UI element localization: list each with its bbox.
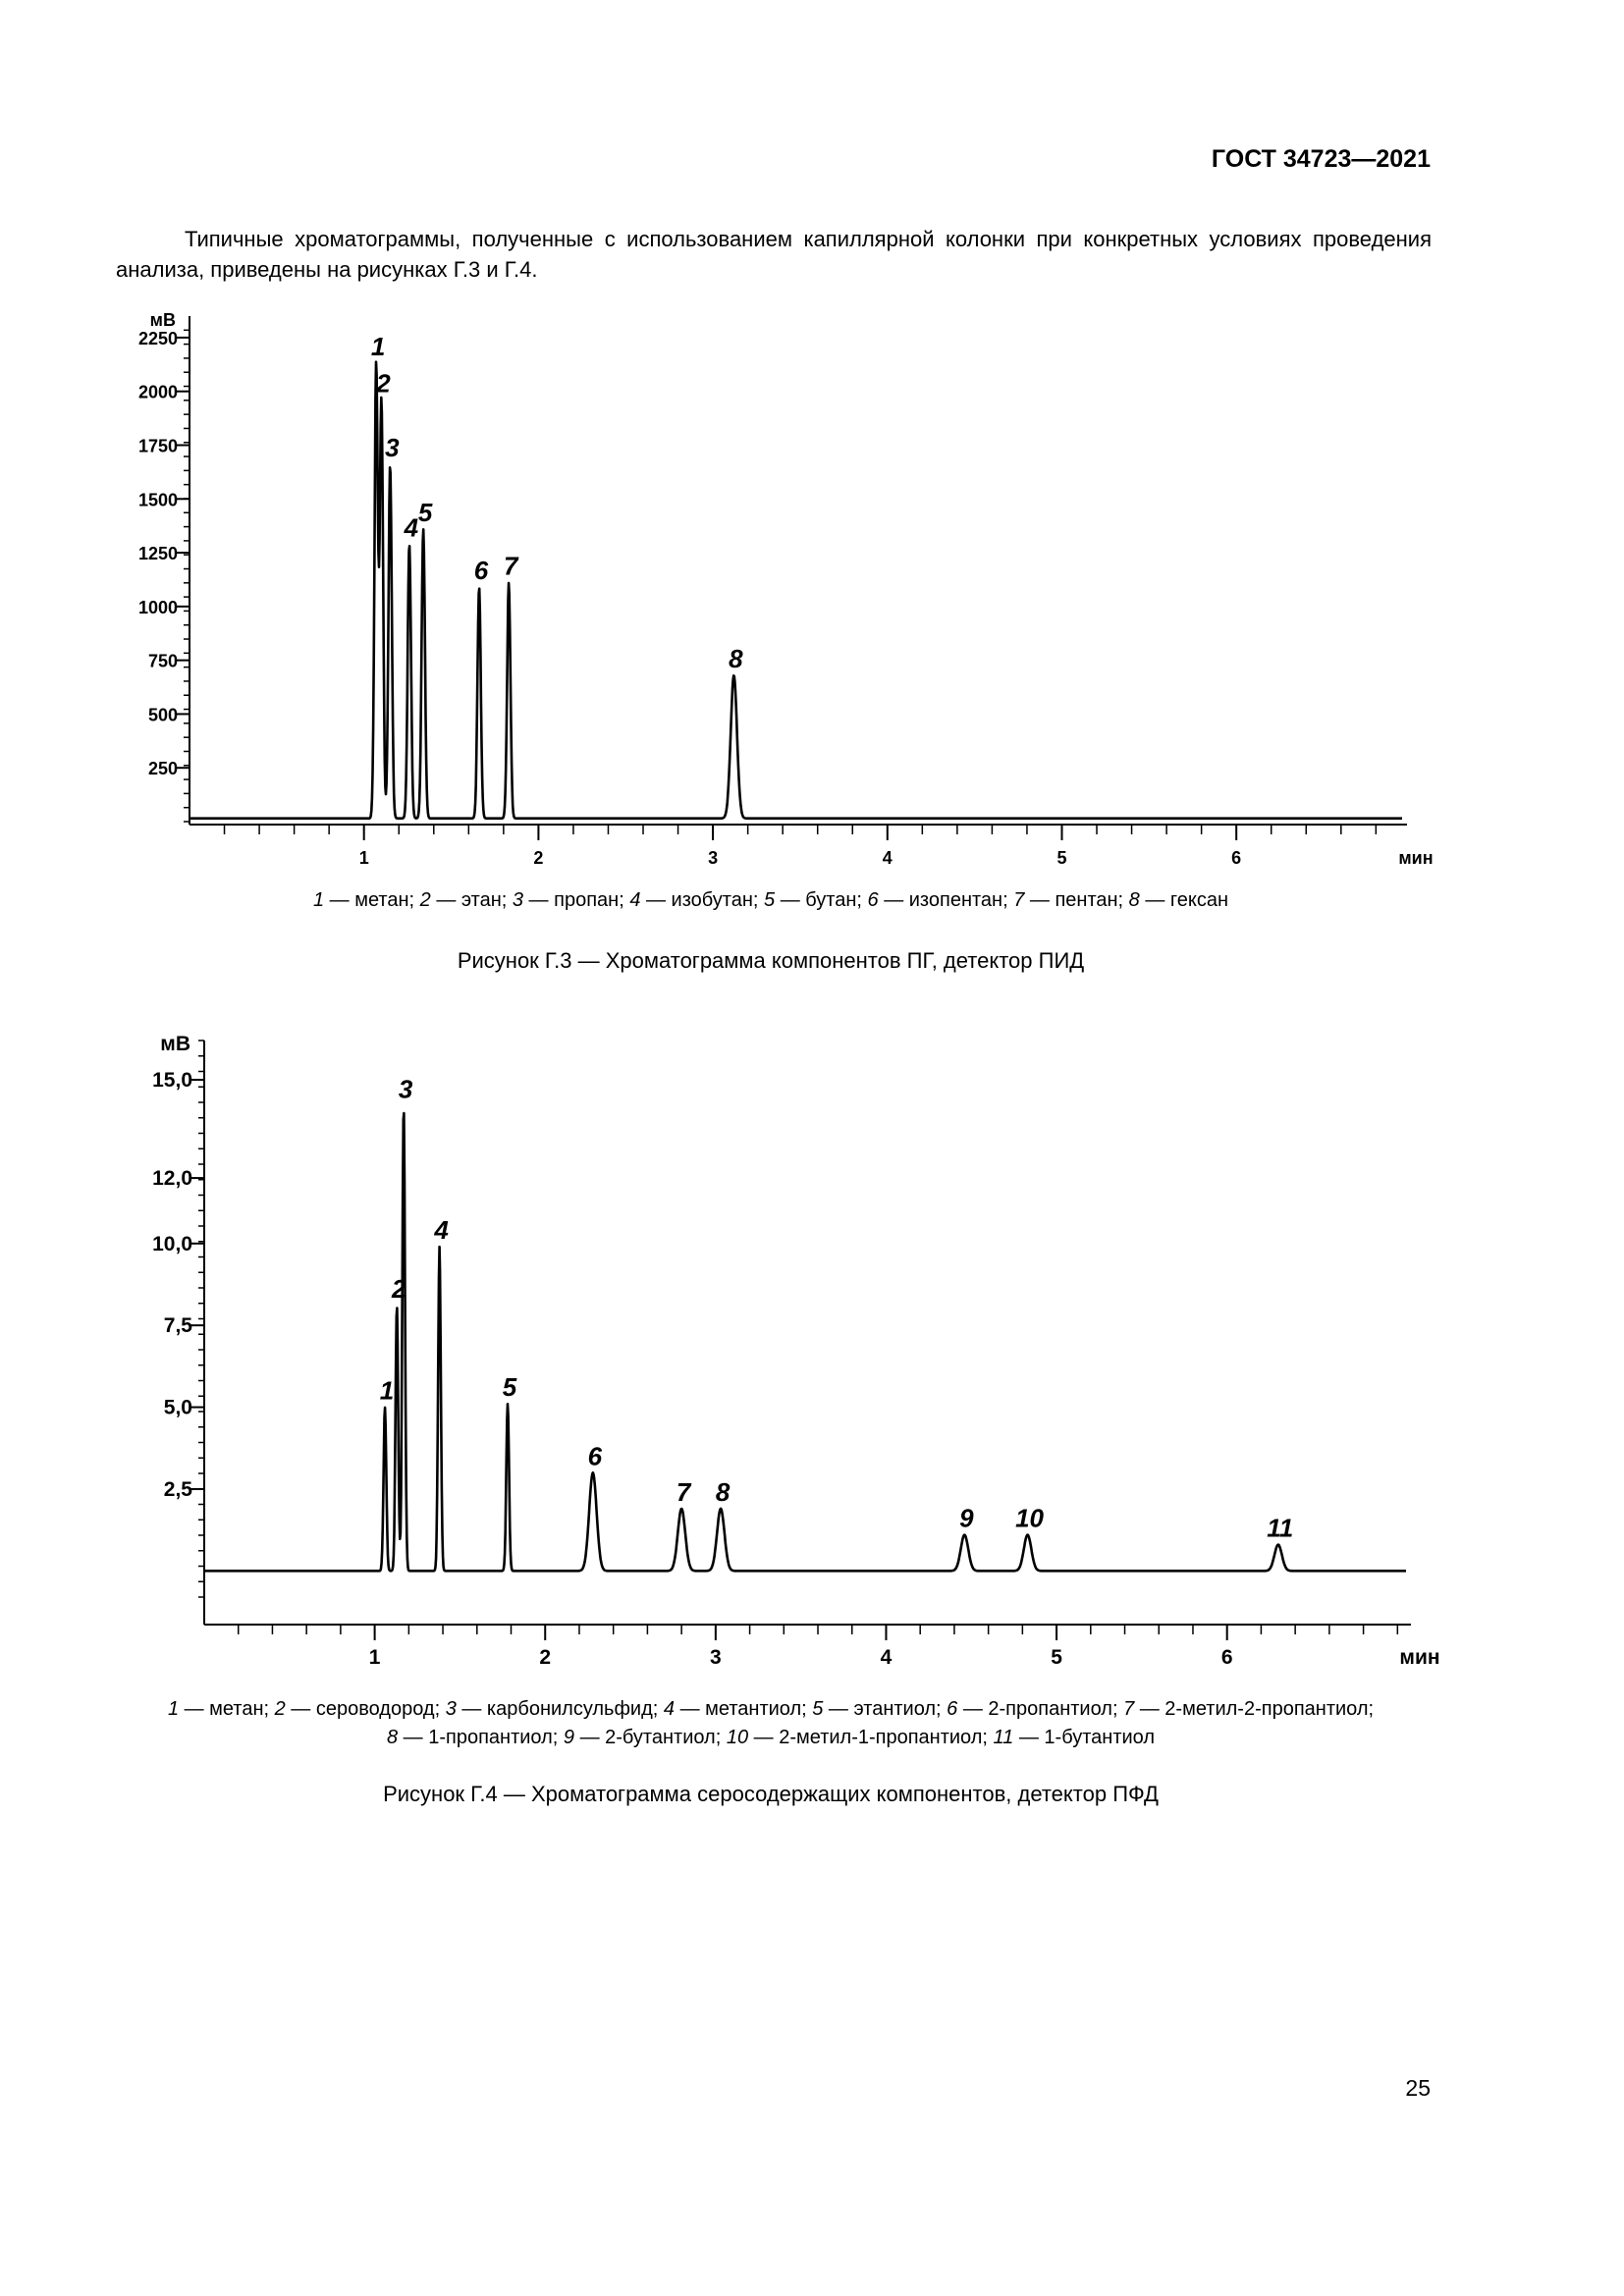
y-tick-label: 15,0 (152, 1069, 192, 1093)
legend-item: 8 — гексан (1128, 889, 1229, 911)
legend-item: 1 — метан; (167, 1698, 275, 1720)
y-tick-label: 2,5 (163, 1477, 192, 1501)
peak-label-9: 9 (959, 1503, 974, 1533)
peak-label-4: 4 (434, 1215, 449, 1246)
peak-label-11: 11 (1267, 1513, 1294, 1543)
legend-item: 1 — метан; (312, 889, 420, 911)
x-axis-label: мин (1398, 848, 1434, 868)
x-tick-label: 2 (533, 848, 544, 868)
legend-item: 11 — 1-бутантиол (993, 1727, 1155, 1748)
y-tick-label: 750 (147, 651, 178, 671)
intro-paragraph: Типичные хроматограммы, полученные с использованием капиллярной колонки при конкретных условиях проведения анализа, приведены на рисунках Г.3 и Г.4. (116, 227, 1432, 282)
legend-item: 10 — 2-метил-1-пропантиол; (726, 1727, 994, 1748)
peak-label-5: 5 (502, 1372, 517, 1403)
legend-item: 2 — сероводород; (274, 1698, 446, 1720)
x-tick-label: 3 (708, 848, 719, 868)
chart-pfd-svg (0, 1026, 1473, 1674)
page-number: 25 (1405, 2075, 1431, 2101)
peak-label-8: 8 (729, 643, 743, 673)
y-axis-label: мВ (160, 1033, 190, 1055)
chart-fid (0, 304, 1473, 874)
x-tick-label: 6 (1220, 1646, 1233, 1669)
peak-label-1: 1 (379, 1375, 395, 1406)
y-tick-label: 2000 (137, 382, 178, 402)
legend-item: 6 — 2-пропантиол; (947, 1698, 1124, 1720)
y-tick-label: 1500 (137, 490, 178, 510)
peak-label-1: 1 (370, 332, 386, 362)
x-axis-label: мин (1399, 1646, 1440, 1669)
peak-label-5: 5 (417, 497, 433, 527)
y-tick-label: 5,0 (163, 1396, 192, 1419)
peak-label-3: 3 (385, 433, 400, 463)
figure-caption-g4: Рисунок Г.4 — Хроматограмма серосодержащих компонентов, детектор ПФД (383, 1782, 1159, 1806)
x-tick-label: 2 (539, 1646, 552, 1669)
axes (152, 1033, 1439, 1669)
chromatogram-trace (189, 362, 1402, 819)
x-tick-label: 1 (358, 848, 369, 868)
y-axis-label: мВ (149, 310, 176, 330)
legend-item: 5 — бутан; (764, 889, 868, 911)
y-tick-label: 1000 (137, 597, 178, 617)
x-tick-label: 6 (1231, 848, 1242, 868)
y-tick-label: 500 (147, 705, 178, 725)
peak-label-7: 7 (503, 551, 518, 581)
chromatogram-trace (204, 1113, 1406, 1571)
peak-label-10: 10 (1015, 1503, 1045, 1533)
chart-fid-svg (0, 304, 1473, 874)
legend-item: 3 — карбонилсульфид; (445, 1698, 664, 1720)
y-tick-label: 10,0 (152, 1232, 192, 1255)
legend-item: 9 — 2-бутантиол; (563, 1727, 727, 1748)
x-tick-label: 1 (368, 1646, 381, 1669)
legend-item: 6 — изопентан; (867, 889, 1014, 911)
peak-label-2: 2 (376, 368, 391, 399)
legend-item: 7 — пентан; (1013, 889, 1129, 911)
legend-item: 4 — метантиол; (663, 1698, 813, 1720)
y-tick-label: 2250 (137, 328, 178, 348)
peak-label-8: 8 (715, 1476, 731, 1507)
x-tick-label: 5 (1056, 848, 1067, 868)
page-header: ГОСТ 34723—2021 (1211, 145, 1431, 173)
legend-item: 2 — этан; (419, 889, 513, 911)
legend-item: 3 — пропан; (512, 889, 630, 911)
peak-label-6: 6 (587, 1441, 603, 1471)
y-tick-label: 12,0 (152, 1167, 192, 1191)
x-tick-label: 4 (882, 848, 893, 868)
legend-item: 4 — изобутан; (629, 889, 765, 911)
figure-caption-g3: Рисунок Г.3 — Хроматограмма компонентов ПГ, детектор ПИД (457, 948, 1085, 973)
peak-label-6: 6 (473, 556, 489, 586)
x-tick-label: 3 (710, 1646, 722, 1669)
peak-label-2: 2 (391, 1274, 406, 1305)
peak-label-3: 3 (398, 1074, 413, 1104)
y-tick-label: 1250 (137, 544, 178, 564)
axes (138, 310, 1434, 868)
peak-label-7: 7 (676, 1476, 691, 1507)
y-tick-label: 250 (147, 759, 178, 779)
y-tick-label: 7,5 (163, 1314, 192, 1338)
chart-fid-legend (108, 886, 1434, 915)
legend-item: 5 — этантиол; (812, 1698, 947, 1720)
y-tick-label: 1750 (137, 436, 178, 456)
peak-label-4: 4 (404, 512, 419, 543)
chart-pfd-legend (108, 1695, 1434, 1752)
chart-pfd (0, 1026, 1473, 1674)
x-tick-label: 5 (1051, 1646, 1062, 1669)
legend-item: 7 — 2-метил-2-пропантиол; (1123, 1698, 1375, 1720)
x-tick-label: 4 (880, 1646, 893, 1669)
legend-item: 8 — 1-пропантиол; (386, 1727, 564, 1748)
